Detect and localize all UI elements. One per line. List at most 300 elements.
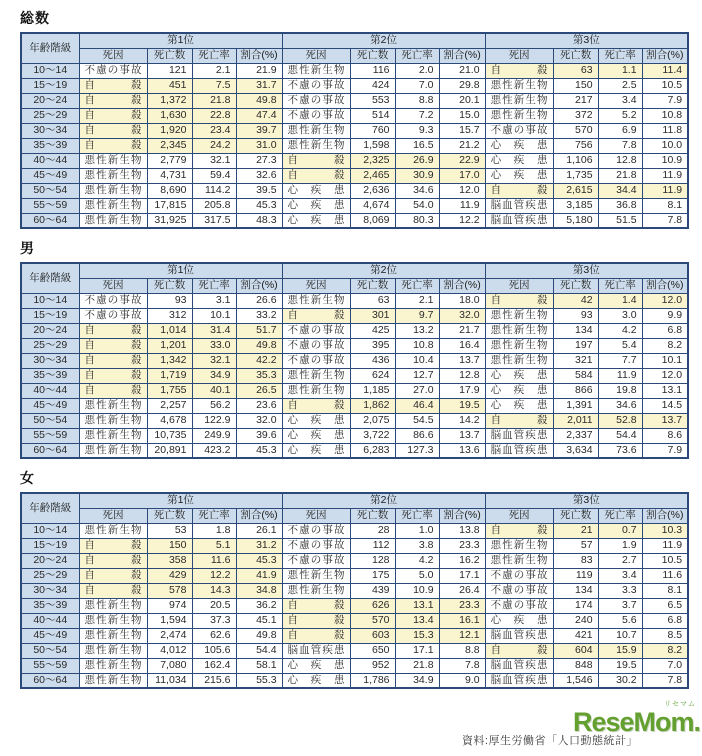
table-title: 女 bbox=[20, 470, 35, 487]
deaths-cell: 553 bbox=[350, 93, 395, 108]
cause-cell: 脳血管疾患 bbox=[485, 443, 553, 458]
pct-cell: 11.9 bbox=[439, 198, 485, 213]
age-cell: 15〜19 bbox=[21, 78, 79, 93]
pct-cell: 48.3 bbox=[236, 213, 282, 228]
rate-cell: 11.9 bbox=[598, 368, 642, 383]
rank1-header: 第1位 bbox=[79, 493, 282, 508]
pct-cell: 45.3 bbox=[236, 443, 282, 458]
deaths-header: 死亡数 bbox=[147, 508, 192, 523]
stats-table bbox=[20, 492, 689, 689]
pct-cell: 51.7 bbox=[236, 323, 282, 338]
pct-cell: 12.1 bbox=[439, 628, 485, 643]
deaths-cell: 2,257 bbox=[147, 398, 192, 413]
rate-cell: 114.2 bbox=[192, 183, 236, 198]
age-cell: 35〜39 bbox=[21, 368, 79, 383]
rate-header: 死亡率 bbox=[192, 508, 236, 523]
deaths-cell: 421 bbox=[553, 628, 598, 643]
header-row-ranks bbox=[21, 493, 688, 508]
rate-cell: 32.1 bbox=[192, 153, 236, 168]
pct-cell: 10.3 bbox=[642, 523, 688, 538]
cause-cell: 心疾患 bbox=[282, 673, 350, 688]
pct-cell: 10.1 bbox=[642, 353, 688, 368]
pct-header: 割合(%) bbox=[439, 48, 485, 63]
cause-cell: 心疾患 bbox=[282, 658, 350, 673]
rate-cell: 34.9 bbox=[192, 368, 236, 383]
rate-cell: 2.7 bbox=[598, 553, 642, 568]
table-row bbox=[21, 568, 688, 583]
rate-cell: 56.2 bbox=[192, 398, 236, 413]
pct-cell: 20.1 bbox=[439, 93, 485, 108]
pct-cell: 8.5 bbox=[642, 628, 688, 643]
rate-cell: 3.0 bbox=[598, 308, 642, 323]
pct-cell: 21.0 bbox=[439, 63, 485, 78]
cause-cell: 脳血管疾患 bbox=[485, 213, 553, 228]
rate-cell: 17.1 bbox=[395, 643, 439, 658]
cause-cell: 不慮の事故 bbox=[485, 598, 553, 613]
pct-cell: 32.0 bbox=[236, 413, 282, 428]
cause-cell: 心疾患 bbox=[485, 398, 553, 413]
rate-cell: 10.1 bbox=[192, 308, 236, 323]
age-cell: 45〜49 bbox=[21, 398, 79, 413]
age-cell: 15〜19 bbox=[21, 308, 79, 323]
pct-cell: 33.2 bbox=[236, 308, 282, 323]
deaths-cell: 53 bbox=[147, 523, 192, 538]
cause-cell: 悪性新生物 bbox=[79, 443, 147, 458]
rate-cell: 1.8 bbox=[192, 523, 236, 538]
deaths-cell: 2,337 bbox=[553, 428, 598, 443]
cause-cell: 不慮の事故 bbox=[282, 338, 350, 353]
pct-cell: 13.7 bbox=[439, 428, 485, 443]
rate-cell: 1.4 bbox=[598, 293, 642, 308]
pct-cell: 13.7 bbox=[439, 353, 485, 368]
cause-cell: 心疾患 bbox=[485, 168, 553, 183]
rate-header: 死亡率 bbox=[598, 508, 642, 523]
deaths-cell: 1,185 bbox=[350, 383, 395, 398]
cause-cell: 不慮の事故 bbox=[485, 583, 553, 598]
pct-cell: 32.6 bbox=[236, 168, 282, 183]
rate-cell: 9.3 bbox=[395, 123, 439, 138]
table-row bbox=[21, 108, 688, 123]
age-cell: 10〜14 bbox=[21, 63, 79, 78]
header-row-ranks bbox=[21, 33, 688, 48]
pct-cell: 16.4 bbox=[439, 338, 485, 353]
rank3-header: 第3位 bbox=[485, 33, 688, 48]
cause-cell: 自殺 bbox=[79, 93, 147, 108]
pct-cell: 16.1 bbox=[439, 613, 485, 628]
table-row bbox=[21, 168, 688, 183]
rate-cell: 122.9 bbox=[192, 413, 236, 428]
deaths-header: 死亡数 bbox=[147, 48, 192, 63]
cause-header: 死因 bbox=[282, 508, 350, 523]
cause-header: 死因 bbox=[79, 278, 147, 293]
deaths-cell: 1,342 bbox=[147, 353, 192, 368]
cause-cell: 自殺 bbox=[485, 523, 553, 538]
stats-table bbox=[20, 262, 689, 459]
pct-cell: 12.2 bbox=[439, 213, 485, 228]
pct-header: 割合(%) bbox=[642, 508, 688, 523]
cause-cell: 脳血管疾患 bbox=[485, 658, 553, 673]
cause-cell: 不慮の事故 bbox=[79, 308, 147, 323]
rate-cell: 59.4 bbox=[192, 168, 236, 183]
rate-cell: 4.2 bbox=[598, 323, 642, 338]
age-cell: 40〜44 bbox=[21, 153, 79, 168]
deaths-cell: 4,731 bbox=[147, 168, 192, 183]
cause-cell: 自殺 bbox=[485, 643, 553, 658]
deaths-cell: 756 bbox=[553, 138, 598, 153]
age-cell: 30〜34 bbox=[21, 583, 79, 598]
pct-cell: 13.7 bbox=[642, 413, 688, 428]
cause-cell: 心疾患 bbox=[485, 368, 553, 383]
cause-header: 死因 bbox=[79, 508, 147, 523]
deaths-cell: 358 bbox=[147, 553, 192, 568]
deaths-cell: 312 bbox=[147, 308, 192, 323]
pct-cell: 13.6 bbox=[439, 443, 485, 458]
pct-cell: 14.2 bbox=[439, 413, 485, 428]
cause-cell: 自殺 bbox=[79, 338, 147, 353]
age-cell: 55〜59 bbox=[21, 198, 79, 213]
deaths-cell: 514 bbox=[350, 108, 395, 123]
pct-cell: 7.9 bbox=[642, 93, 688, 108]
deaths-cell: 4,674 bbox=[350, 198, 395, 213]
cause-cell: 脳血管疾患 bbox=[485, 198, 553, 213]
cause-cell: 悪性新生物 bbox=[79, 213, 147, 228]
pct-cell: 10.9 bbox=[642, 153, 688, 168]
cause-cell: 悪性新生物 bbox=[485, 323, 553, 338]
stats-table-section bbox=[20, 468, 685, 689]
cause-cell: 悪性新生物 bbox=[79, 398, 147, 413]
cause-cell: 悪性新生物 bbox=[79, 153, 147, 168]
deaths-cell: 603 bbox=[350, 628, 395, 643]
rate-cell: 16.5 bbox=[395, 138, 439, 153]
pct-cell: 17.9 bbox=[439, 383, 485, 398]
cause-cell: 不慮の事故 bbox=[282, 93, 350, 108]
age-cell: 50〜54 bbox=[21, 413, 79, 428]
table-row bbox=[21, 428, 688, 443]
deaths-cell: 760 bbox=[350, 123, 395, 138]
cause-cell: 自殺 bbox=[79, 108, 147, 123]
cause-cell: 悪性新生物 bbox=[79, 598, 147, 613]
deaths-cell: 2,474 bbox=[147, 628, 192, 643]
pct-cell: 11.8 bbox=[642, 123, 688, 138]
rate-cell: 3.8 bbox=[395, 538, 439, 553]
deaths-cell: 624 bbox=[350, 368, 395, 383]
pct-header: 割合(%) bbox=[642, 278, 688, 293]
rate-cell: 21.8 bbox=[395, 658, 439, 673]
deaths-cell: 3,634 bbox=[553, 443, 598, 458]
rate-cell: 3.1 bbox=[192, 293, 236, 308]
cause-cell: 脳血管疾患 bbox=[282, 643, 350, 658]
header-row-subcolumns bbox=[21, 48, 688, 63]
rate-cell: 34.4 bbox=[598, 183, 642, 198]
header-row-ranks bbox=[21, 263, 688, 278]
rate-cell: 37.3 bbox=[192, 613, 236, 628]
deaths-cell: 424 bbox=[350, 78, 395, 93]
pct-cell: 12.0 bbox=[439, 183, 485, 198]
pct-cell: 36.2 bbox=[236, 598, 282, 613]
deaths-cell: 121 bbox=[147, 63, 192, 78]
rate-cell: 2.1 bbox=[395, 293, 439, 308]
cause-cell: 不慮の事故 bbox=[282, 553, 350, 568]
age-cell: 25〜29 bbox=[21, 338, 79, 353]
pct-cell: 7.0 bbox=[642, 658, 688, 673]
cause-cell: 悪性新生物 bbox=[485, 108, 553, 123]
cause-cell: 悪性新生物 bbox=[79, 198, 147, 213]
pct-cell: 17.0 bbox=[439, 168, 485, 183]
deaths-cell: 974 bbox=[147, 598, 192, 613]
table-title: 男 bbox=[20, 240, 35, 257]
deaths-cell: 2,345 bbox=[147, 138, 192, 153]
pct-cell: 21.9 bbox=[236, 63, 282, 78]
rate-cell: 12.7 bbox=[395, 368, 439, 383]
pct-cell: 18.0 bbox=[439, 293, 485, 308]
table-body bbox=[21, 293, 688, 458]
cause-cell: 自殺 bbox=[79, 553, 147, 568]
deaths-cell: 425 bbox=[350, 323, 395, 338]
rate-cell: 80.3 bbox=[395, 213, 439, 228]
rate-cell: 11.6 bbox=[192, 553, 236, 568]
cause-cell: 不慮の事故 bbox=[282, 523, 350, 538]
rate-cell: 2.1 bbox=[192, 63, 236, 78]
rank3-header: 第3位 bbox=[485, 263, 688, 278]
rate-cell: 15.9 bbox=[598, 643, 642, 658]
deaths-cell: 116 bbox=[350, 63, 395, 78]
stats-table bbox=[20, 32, 689, 229]
pct-header: 割合(%) bbox=[236, 278, 282, 293]
rate-cell: 52.8 bbox=[598, 413, 642, 428]
cause-cell: 脳血管疾患 bbox=[485, 673, 553, 688]
deaths-cell: 578 bbox=[147, 583, 192, 598]
cause-cell: 自殺 bbox=[485, 293, 553, 308]
rate-cell: 26.9 bbox=[395, 153, 439, 168]
rate-cell: 5.0 bbox=[395, 568, 439, 583]
pct-cell: 13.8 bbox=[439, 523, 485, 538]
resemom-logo-ruby: リセマム bbox=[664, 701, 696, 708]
stats-table-section bbox=[20, 8, 685, 229]
rate-cell: 33.0 bbox=[192, 338, 236, 353]
header-row-subcolumns bbox=[21, 508, 688, 523]
rate-cell: 12.2 bbox=[192, 568, 236, 583]
deaths-cell: 175 bbox=[350, 568, 395, 583]
rate-cell: 34.6 bbox=[395, 183, 439, 198]
table-row bbox=[21, 63, 688, 78]
pct-header: 割合(%) bbox=[236, 48, 282, 63]
cause-cell: 心疾患 bbox=[282, 413, 350, 428]
deaths-cell: 1,630 bbox=[147, 108, 192, 123]
rate-cell: 34.9 bbox=[395, 673, 439, 688]
table-row bbox=[21, 78, 688, 93]
pct-cell: 8.6 bbox=[642, 428, 688, 443]
cause-cell: 悪性新生物 bbox=[79, 428, 147, 443]
rate-cell: 15.3 bbox=[395, 628, 439, 643]
cause-cell: 心疾患 bbox=[282, 443, 350, 458]
deaths-cell: 1,920 bbox=[147, 123, 192, 138]
pct-cell: 6.5 bbox=[642, 598, 688, 613]
cause-cell: 自殺 bbox=[282, 308, 350, 323]
cause-cell: 脳血管疾患 bbox=[485, 628, 553, 643]
table-title: 総数 bbox=[20, 10, 50, 26]
deaths-cell: 2,465 bbox=[350, 168, 395, 183]
pct-cell: 45.1 bbox=[236, 613, 282, 628]
deaths-cell: 8,690 bbox=[147, 183, 192, 198]
pct-cell: 27.3 bbox=[236, 153, 282, 168]
deaths-cell: 570 bbox=[350, 613, 395, 628]
pct-cell: 19.5 bbox=[439, 398, 485, 413]
rate-cell: 40.1 bbox=[192, 383, 236, 398]
age-cell: 60〜64 bbox=[21, 673, 79, 688]
cause-cell: 不慮の事故 bbox=[282, 78, 350, 93]
cause-cell: 悪性新生物 bbox=[485, 93, 553, 108]
cause-cell: 自殺 bbox=[79, 538, 147, 553]
deaths-cell: 429 bbox=[147, 568, 192, 583]
rate-header: 死亡率 bbox=[395, 48, 439, 63]
cause-cell: 心疾患 bbox=[282, 198, 350, 213]
deaths-cell: 150 bbox=[147, 538, 192, 553]
cause-cell: 悪性新生物 bbox=[79, 673, 147, 688]
rate-cell: 21.8 bbox=[598, 168, 642, 183]
rate-cell: 5.1 bbox=[192, 538, 236, 553]
deaths-cell: 1,598 bbox=[350, 138, 395, 153]
cause-cell: 自殺 bbox=[79, 368, 147, 383]
deaths-header: 死亡数 bbox=[147, 278, 192, 293]
deaths-cell: 1,014 bbox=[147, 323, 192, 338]
rate-header: 死亡率 bbox=[598, 278, 642, 293]
deaths-cell: 6,283 bbox=[350, 443, 395, 458]
deaths-cell: 626 bbox=[350, 598, 395, 613]
deaths-cell: 866 bbox=[553, 383, 598, 398]
deaths-cell: 395 bbox=[350, 338, 395, 353]
deaths-header: 死亡数 bbox=[553, 508, 598, 523]
rate-cell: 23.4 bbox=[192, 123, 236, 138]
cause-cell: 不慮の事故 bbox=[485, 123, 553, 138]
pct-cell: 23.3 bbox=[439, 538, 485, 553]
pct-cell: 41.9 bbox=[236, 568, 282, 583]
cause-cell: 心疾患 bbox=[282, 213, 350, 228]
resemom-logo-text: ReseMom. bbox=[572, 707, 700, 737]
rate-cell: 7.2 bbox=[395, 108, 439, 123]
pct-cell: 10.8 bbox=[642, 108, 688, 123]
table-row bbox=[21, 123, 688, 138]
age-column-header: 年齢階級 bbox=[21, 33, 79, 63]
deaths-cell: 197 bbox=[553, 338, 598, 353]
rate-cell: 1.9 bbox=[598, 538, 642, 553]
rate-cell: 22.8 bbox=[192, 108, 236, 123]
deaths-cell: 17,815 bbox=[147, 198, 192, 213]
pct-cell: 45.3 bbox=[236, 198, 282, 213]
pct-cell: 49.8 bbox=[236, 93, 282, 108]
rate-cell: 249.9 bbox=[192, 428, 236, 443]
pct-cell: 54.4 bbox=[236, 643, 282, 658]
pct-cell: 21.2 bbox=[439, 138, 485, 153]
cause-cell: 脳血管疾患 bbox=[485, 428, 553, 443]
pct-cell: 10.0 bbox=[642, 138, 688, 153]
deaths-cell: 1,719 bbox=[147, 368, 192, 383]
rate-cell: 317.5 bbox=[192, 213, 236, 228]
deaths-cell: 134 bbox=[553, 323, 598, 338]
cause-cell: 悪性新生物 bbox=[79, 643, 147, 658]
deaths-cell: 128 bbox=[350, 553, 395, 568]
table-row bbox=[21, 673, 688, 688]
cause-cell: 悪性新生物 bbox=[282, 293, 350, 308]
pct-header: 割合(%) bbox=[236, 508, 282, 523]
rate-cell: 13.2 bbox=[395, 323, 439, 338]
cause-cell: 不慮の事故 bbox=[282, 538, 350, 553]
cause-cell: 悪性新生物 bbox=[485, 308, 553, 323]
rate-cell: 36.8 bbox=[598, 198, 642, 213]
pct-cell: 8.2 bbox=[642, 643, 688, 658]
age-cell: 55〜59 bbox=[21, 658, 79, 673]
age-cell: 50〜54 bbox=[21, 643, 79, 658]
deaths-cell: 1,372 bbox=[147, 93, 192, 108]
rate-cell: 3.3 bbox=[598, 583, 642, 598]
deaths-cell: 10,735 bbox=[147, 428, 192, 443]
age-column-header: 年齢階級 bbox=[21, 493, 79, 523]
table-row bbox=[21, 613, 688, 628]
rate-cell: 13.4 bbox=[395, 613, 439, 628]
pct-cell: 39.5 bbox=[236, 183, 282, 198]
rate-cell: 32.1 bbox=[192, 353, 236, 368]
deaths-cell: 21 bbox=[553, 523, 598, 538]
age-cell: 60〜64 bbox=[21, 443, 79, 458]
pct-cell: 8.1 bbox=[642, 198, 688, 213]
cause-cell: 心疾患 bbox=[485, 613, 553, 628]
rate-cell: 31.4 bbox=[192, 323, 236, 338]
cause-cell: 自殺 bbox=[79, 568, 147, 583]
cause-cell: 不慮の事故 bbox=[282, 323, 350, 338]
deaths-cell: 20,891 bbox=[147, 443, 192, 458]
table-row bbox=[21, 398, 688, 413]
pct-cell: 49.8 bbox=[236, 628, 282, 643]
pct-cell: 10.5 bbox=[642, 78, 688, 93]
cause-cell: 自殺 bbox=[282, 398, 350, 413]
rate-cell: 7.5 bbox=[192, 78, 236, 93]
deaths-cell: 83 bbox=[553, 553, 598, 568]
pct-cell: 23.3 bbox=[439, 598, 485, 613]
rate-cell: 73.6 bbox=[598, 443, 642, 458]
header-row-subcolumns bbox=[21, 278, 688, 293]
pct-cell: 12.0 bbox=[642, 368, 688, 383]
deaths-cell: 3,722 bbox=[350, 428, 395, 443]
cause-cell: 悪性新生物 bbox=[79, 523, 147, 538]
deaths-cell: 321 bbox=[553, 353, 598, 368]
table-row bbox=[21, 553, 688, 568]
deaths-cell: 952 bbox=[350, 658, 395, 673]
deaths-cell: 150 bbox=[553, 78, 598, 93]
pct-cell: 39.6 bbox=[236, 428, 282, 443]
pct-cell: 11.4 bbox=[642, 63, 688, 78]
cause-cell: 自殺 bbox=[79, 123, 147, 138]
cause-cell: 自殺 bbox=[79, 383, 147, 398]
rate-header: 死亡率 bbox=[192, 278, 236, 293]
pct-cell: 12.0 bbox=[642, 293, 688, 308]
cause-cell: 自殺 bbox=[282, 613, 350, 628]
cause-cell: 心疾患 bbox=[485, 138, 553, 153]
cause-cell: 悪性新生物 bbox=[485, 338, 553, 353]
cause-cell: 自殺 bbox=[485, 413, 553, 428]
pct-cell: 8.2 bbox=[642, 338, 688, 353]
rate-cell: 423.2 bbox=[192, 443, 236, 458]
deaths-cell: 4,678 bbox=[147, 413, 192, 428]
pct-cell: 6.8 bbox=[642, 323, 688, 338]
pct-cell: 13.1 bbox=[642, 383, 688, 398]
cause-header: 死因 bbox=[485, 48, 553, 63]
cause-header: 死因 bbox=[485, 278, 553, 293]
cause-cell: 不慮の事故 bbox=[79, 293, 147, 308]
table-row bbox=[21, 153, 688, 168]
cause-cell: 不慮の事故 bbox=[79, 63, 147, 78]
table-row bbox=[21, 643, 688, 658]
table-body bbox=[21, 63, 688, 228]
rate-cell: 24.2 bbox=[192, 138, 236, 153]
